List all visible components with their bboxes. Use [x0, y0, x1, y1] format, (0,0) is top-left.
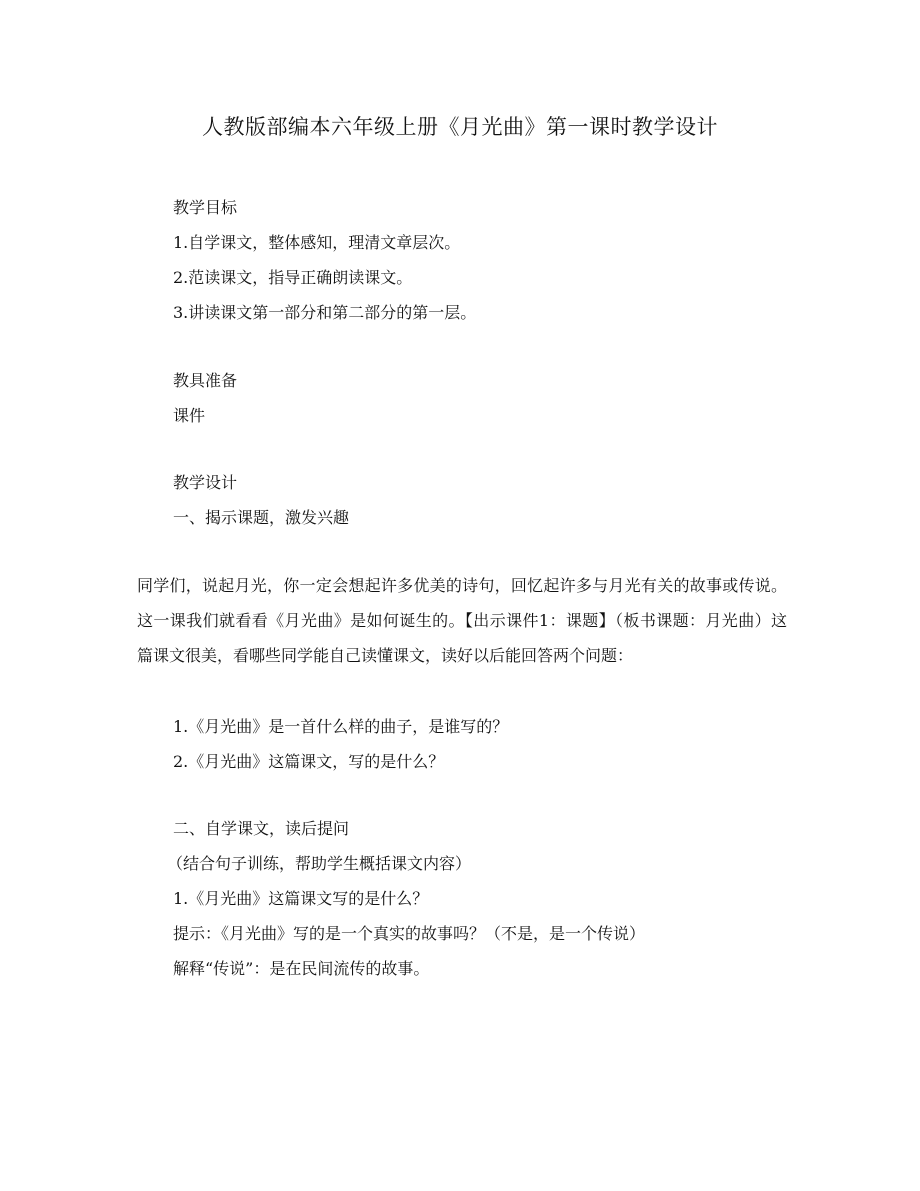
section1-question-1: 1.《月光曲》是一首什么样的曲子，是谁写的？ [173, 717, 509, 736]
section1-question-2: 2.《月光曲》这篇课文，写的是什么？ [173, 752, 445, 771]
objective-item-2: 2.范读课文，指导正确朗读课文。 [173, 268, 413, 287]
objective-item-1: 1.自学课文，整体感知，理清文章层次。 [173, 233, 461, 252]
design-heading: 教学设计 [173, 473, 238, 492]
section2-hint: 提示：《月光曲》写的是一个真实的故事吗？（不是，是一个传说） [173, 924, 646, 943]
section1-heading: 一、揭示课题，激发兴趣 [173, 508, 350, 527]
materials-content: 课件 [173, 406, 206, 425]
document-title: 人教版部编本六年级上册《月光曲》第一课时教学设计 [202, 115, 718, 139]
materials-heading: 教具准备 [173, 371, 238, 390]
section2-note: （结合句子训练，帮助学生概括课文内容） [167, 854, 472, 873]
section2-question: 1.《月光曲》这篇课文写的是什么？ [173, 889, 429, 908]
objectives-heading: 教学目标 [173, 198, 238, 217]
section2-heading: 二、自学课文，读后提问 [173, 819, 350, 838]
section2-explanation: 解释“传说”：是在民间流传的故事。 [173, 959, 430, 978]
section1-paragraph: 同学们，说起月光，你一定会想起许多优美的诗句，回忆起许多与月光有关的故事或传说。这一课我们就看看《月光曲》是如何诞生的。【出示课件1：课题】（板书课题：月光曲）这篇课文很美，看哪些同学能自己读懂课文，读好以后能回答两个问题： [137, 576, 787, 665]
objective-item-3: 3.讲读课文第一部分和第二部分的第一层。 [173, 303, 477, 322]
